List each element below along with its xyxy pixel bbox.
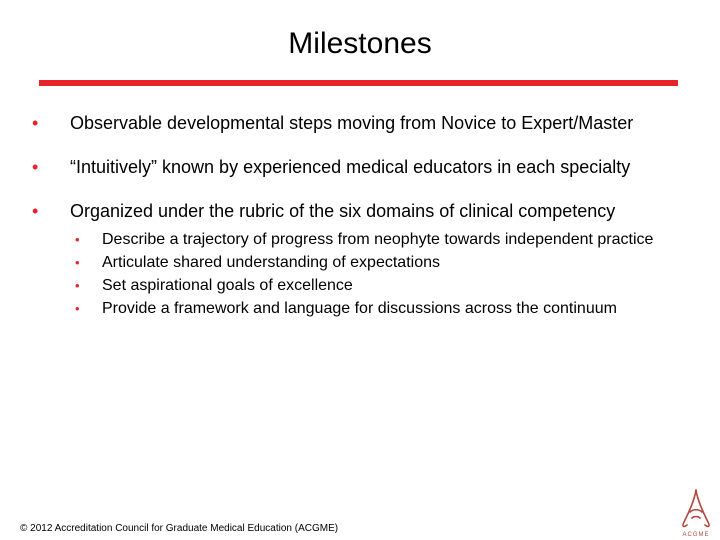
bullet-text: “Intuitively” known by experienced medical educators in each specialty (70, 157, 631, 177)
sub-bullet-marker: • (75, 232, 80, 247)
sub-bullet-text: Articulate shared understanding of expectations (102, 254, 440, 271)
copyright-footer: © 2012 Accreditation Council for Graduate Medical Education (ACGME) (20, 523, 339, 534)
sub-bullet-list (30, 230, 690, 319)
logo-text: ACGME (682, 532, 710, 538)
sub-bullet-item (71, 276, 690, 296)
bullet-text: Organized under the rubric of the six domains of clinical competency (70, 201, 616, 221)
sub-bullet-marker: • (75, 278, 80, 293)
slide-title: Milestones (288, 27, 432, 60)
sub-bullet-text: Set aspirational goals of excellence (102, 277, 353, 294)
sub-bullet-text: Describe a trajectory of progress from neophyte towards independent practice (102, 231, 654, 248)
bullet-marker: • (32, 113, 39, 133)
sub-bullet-marker: • (75, 301, 80, 316)
sub-bullet-text: Provide a framework and language for discussions across the continuum (102, 300, 617, 317)
acgme-logo-icon (676, 488, 716, 538)
sub-bullet-item (71, 253, 690, 273)
sub-bullet-marker: • (75, 255, 80, 270)
title-divider (39, 80, 678, 86)
bullet-list (30, 112, 690, 322)
bullet-marker: • (32, 201, 39, 221)
bullet-item (30, 112, 690, 134)
sub-bullet-item (71, 299, 690, 319)
sub-bullet-item (71, 230, 690, 250)
bullet-item (30, 200, 690, 222)
bullet-text: Observable developmental steps moving from Novice to Expert/Master (70, 113, 634, 133)
bullet-marker: • (32, 157, 39, 177)
bullet-item (30, 156, 690, 178)
